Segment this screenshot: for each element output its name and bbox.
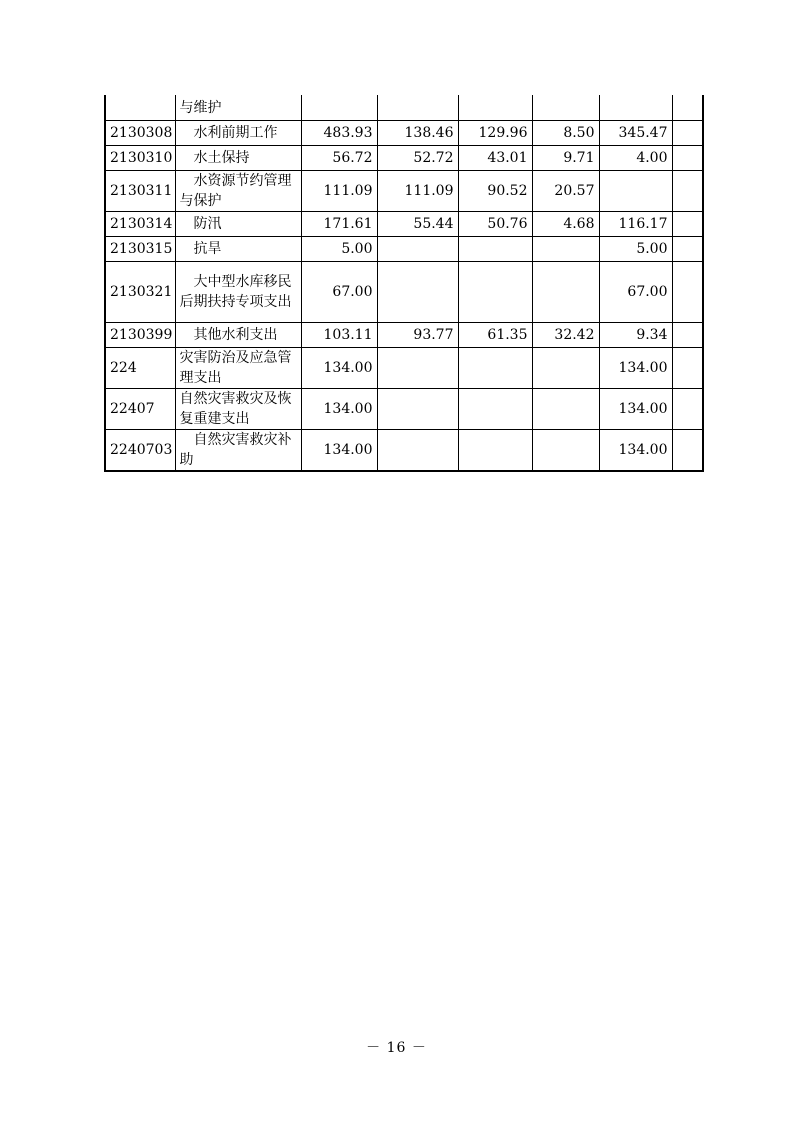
cell-personnel: 50.76 — [458, 212, 532, 237]
cell-project — [599, 171, 672, 212]
page-number: － 16 － — [366, 1040, 427, 1056]
cell-personnel — [458, 237, 532, 262]
cell-code: 2130311 — [105, 171, 175, 212]
cell-basic — [377, 430, 458, 472]
cell-basic: 55.44 — [377, 212, 458, 237]
cell-public — [532, 348, 599, 389]
cell-code: 2130308 — [105, 121, 175, 146]
cell-public: 20.57 — [532, 171, 599, 212]
cell-project: 5.00 — [599, 237, 672, 262]
cell-project — [599, 95, 672, 121]
cell-name — [175, 146, 301, 171]
cell-basic: 93.77 — [377, 323, 458, 348]
cell-extra — [672, 212, 703, 237]
cell-personnel — [458, 95, 532, 121]
cell-project: 9.34 — [599, 323, 672, 348]
cell-code: 2240703 — [105, 430, 175, 472]
cell-code — [105, 95, 175, 121]
cell-project: 134.00 — [599, 430, 672, 472]
table-row — [105, 262, 703, 323]
cell-project: 4.00 — [599, 146, 672, 171]
cell-name: 自然灾害救灾及恢复重建支出 — [175, 389, 301, 430]
cell-basic: 52.72 — [377, 146, 458, 171]
cell-project: 67.00 — [599, 262, 672, 323]
cell-extra — [672, 262, 703, 323]
cell-code: 22407 — [105, 389, 175, 430]
cell-basic — [377, 95, 458, 121]
cell-total: 134.00 — [301, 348, 377, 389]
cell-project: 134.00 — [599, 348, 672, 389]
cell-name-text: 水土保持 — [193, 150, 250, 166]
cell-extra — [672, 323, 703, 348]
cell-personnel — [458, 262, 532, 323]
cell-public — [532, 430, 599, 472]
table-row — [105, 348, 703, 389]
table-row — [105, 146, 703, 171]
cell-extra — [672, 95, 703, 121]
table-row — [105, 389, 703, 430]
cell-name: 与维护 — [175, 95, 301, 121]
cell-name — [175, 121, 301, 146]
cell-total: 103.11 — [301, 323, 377, 348]
cell-code: 2130310 — [105, 146, 175, 171]
cell-public: 9.71 — [532, 146, 599, 171]
cell-basic — [377, 348, 458, 389]
cell-extra — [672, 348, 703, 389]
cell-name-text: 水利前期工作 — [193, 125, 278, 141]
cell-personnel: 61.35 — [458, 323, 532, 348]
cell-project: 345.47 — [599, 121, 672, 146]
cell-extra — [672, 121, 703, 146]
table-row — [105, 430, 703, 472]
cell-project: 116.17 — [599, 212, 672, 237]
cell-basic — [377, 237, 458, 262]
cell-extra — [672, 389, 703, 430]
cell-total: 111.09 — [301, 171, 377, 212]
cell-public — [532, 262, 599, 323]
cell-basic: 111.09 — [377, 171, 458, 212]
table-row — [105, 323, 703, 348]
cell-name: 灾害防治及应急管理支出 — [175, 348, 301, 389]
cell-code: 2130321 — [105, 262, 175, 323]
cell-public — [532, 389, 599, 430]
cell-total: 134.00 — [301, 430, 377, 472]
cell-name-text: 自然灾害救灾补助 — [179, 432, 292, 468]
cell-basic: 138.46 — [377, 121, 458, 146]
cell-project: 134.00 — [599, 389, 672, 430]
cell-public — [532, 95, 599, 121]
cell-name — [175, 212, 301, 237]
cell-name-text: 大中型水库移民后期扶持专项支出 — [179, 274, 292, 310]
cell-name-text: 抗旱 — [193, 241, 222, 257]
cell-total — [301, 95, 377, 121]
cell-code: 2130399 — [105, 323, 175, 348]
cell-public: 8.50 — [532, 121, 599, 146]
budget-table — [104, 95, 704, 472]
cell-total: 483.93 — [301, 121, 377, 146]
cell-personnel — [458, 348, 532, 389]
cell-basic — [377, 262, 458, 323]
cell-code: 2130314 — [105, 212, 175, 237]
cell-total: 5.00 — [301, 237, 377, 262]
cell-name-text: 防汛 — [193, 216, 222, 232]
table-row — [105, 95, 703, 121]
cell-extra — [672, 430, 703, 472]
cell-extra — [672, 146, 703, 171]
cell-personnel — [458, 430, 532, 472]
cell-personnel — [458, 389, 532, 430]
cell-total: 171.61 — [301, 212, 377, 237]
table-row — [105, 121, 703, 146]
cell-personnel: 129.96 — [458, 121, 532, 146]
cell-code: 2130315 — [105, 237, 175, 262]
cell-extra — [672, 237, 703, 262]
table-row — [105, 212, 703, 237]
cell-personnel: 90.52 — [458, 171, 532, 212]
cell-personnel: 43.01 — [458, 146, 532, 171]
cell-code: 224 — [105, 348, 175, 389]
cell-public: 4.68 — [532, 212, 599, 237]
table-row — [105, 237, 703, 262]
cell-name — [175, 323, 301, 348]
cell-extra — [672, 171, 703, 212]
cell-name — [175, 171, 301, 212]
cell-name-text: 水资源节约管理与保护 — [179, 173, 292, 209]
cell-total: 67.00 — [301, 262, 377, 323]
cell-name — [175, 262, 301, 323]
cell-total: 56.72 — [301, 146, 377, 171]
cell-public: 32.42 — [532, 323, 599, 348]
cell-name — [175, 237, 301, 262]
cell-name — [175, 430, 301, 472]
cell-total: 134.00 — [301, 389, 377, 430]
cell-public — [532, 237, 599, 262]
cell-basic — [377, 389, 458, 430]
cell-name-text: 其他水利支出 — [193, 327, 278, 343]
table-row — [105, 171, 703, 212]
